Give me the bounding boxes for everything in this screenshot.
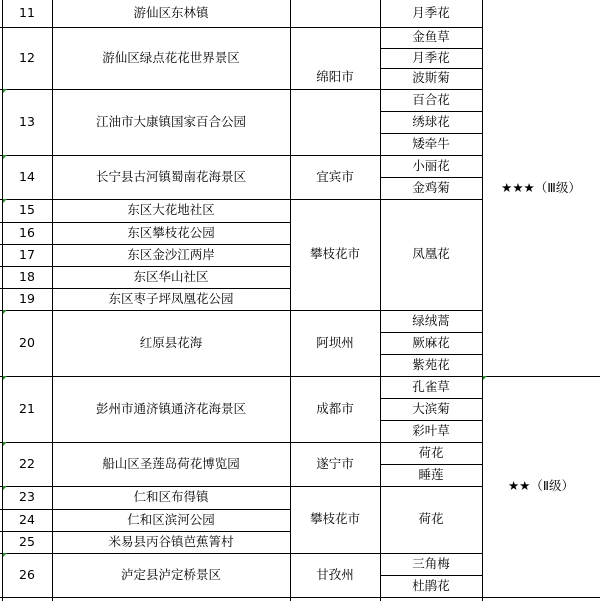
flower-name: 绣球花	[412, 113, 450, 129]
row-number: 16	[19, 224, 35, 240]
row-number: 20	[19, 334, 35, 350]
flower-name: 杜鹃花	[412, 577, 450, 593]
site-name: 仁和区布得镇	[133, 489, 209, 505]
site-name: 东区攀枝花公园	[127, 224, 215, 240]
site-name: 游仙区绿点花花世界景区	[102, 49, 240, 65]
site-name: 东区金沙江两岸	[127, 246, 215, 262]
flower-name: 金鸡菊	[412, 179, 450, 195]
site-name: 仁和区滨河公园	[127, 511, 215, 527]
row-number: 24	[19, 511, 35, 527]
row-number: 26	[19, 566, 35, 582]
flower-name: 月季花	[412, 5, 450, 21]
site-name: 彭州市通济镇通济花海景区	[95, 400, 246, 416]
row-number: 14	[19, 168, 35, 184]
flower-name: 孔雀草	[412, 378, 450, 394]
flower-name: 凤凰花	[412, 246, 450, 262]
city-name: 遂宁市	[316, 455, 354, 471]
city-name: 宜宾市	[316, 168, 354, 184]
flower-name: 荷花	[418, 511, 444, 527]
flower-name: 三角梅	[412, 555, 450, 571]
row-number: 13	[19, 113, 35, 129]
row-number: 23	[19, 489, 35, 505]
city-name: 攀枝花市	[309, 511, 360, 527]
row-number: 11	[19, 5, 35, 21]
flower-name: 绿绒蒿	[412, 312, 450, 328]
city-name: 绵阳市	[316, 69, 354, 85]
flower-name: 矮牵牛	[412, 135, 450, 151]
flower-name: 紫苑花	[412, 356, 450, 372]
flower-name: 百合花	[412, 91, 450, 107]
city-name: 攀枝花市	[309, 246, 360, 262]
city-name: 甘孜州	[316, 566, 354, 582]
site-name: 东区大花地社区	[127, 202, 215, 218]
flower-name: 彩叶草	[412, 422, 450, 438]
flower-name: 小丽花	[412, 157, 450, 173]
row-number: 19	[19, 290, 35, 306]
site-name: 东区华山社区	[133, 268, 209, 284]
row-number: 22	[19, 455, 35, 471]
level-rating: ★★★（Ⅲ级）	[501, 179, 581, 195]
city-name: 成都市	[316, 400, 354, 416]
site-name: 泸定县泸定桥景区	[120, 566, 221, 582]
site-name: 游仙区东林镇	[133, 5, 209, 21]
site-name: 船山区圣莲岛荷花博览园	[102, 455, 240, 471]
row-number: 15	[19, 202, 35, 218]
site-name: 江油市大康镇国家百合公园	[95, 113, 246, 129]
row-number: 18	[19, 268, 35, 284]
row-number: 12	[19, 49, 35, 65]
flower-name: 金鱼草	[412, 29, 450, 45]
level-rating: ★★（Ⅱ级）	[507, 478, 575, 494]
site-name: 东区枣子坪凤凰花公园	[108, 290, 234, 306]
flower-name: 波斯菊	[412, 70, 450, 86]
row-number: 21	[19, 400, 35, 416]
site-name: 米易县丙谷镇芭蕉箐村	[108, 533, 234, 549]
flower-name: 厥麻花	[412, 334, 450, 350]
flower-name: 月季花	[412, 49, 450, 65]
row-number: 17	[19, 246, 35, 262]
row-number: 25	[19, 533, 35, 549]
flower-name: 睡莲	[418, 466, 444, 482]
flower-name: 大滨菊	[412, 400, 450, 416]
city-name: 阿坝州	[316, 334, 354, 350]
site-name: 长宁县古河镇蜀南花海景区	[95, 168, 246, 184]
site-name: 红原县花海	[139, 334, 203, 350]
flower-name: 荷花	[418, 444, 444, 460]
